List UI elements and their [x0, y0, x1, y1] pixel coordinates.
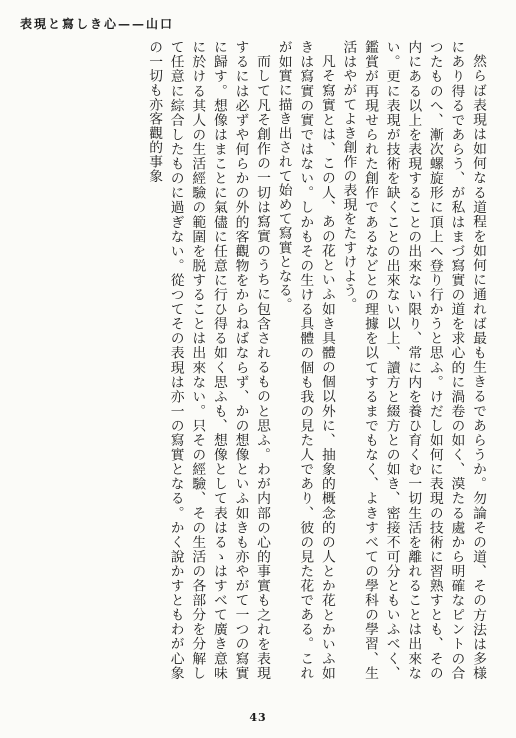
paragraph-3: 而して凡そ創作の一切は寫實のうちに包含されるものと思ふ。わが内部の心的事實も之れを表現するには必ずや何らかの外的客觀物をからねばならず、かの想像といふ如きも亦やがて一つの寫實に歸す。想像はまことに氣儘に任意に行ひ得る如く思ふも、想像として表はるゝはすべて廣き意味に於ける其人の生活經驗の範圍を脱することは出來ない。只その經驗、その生活の各部分を分解して任意に綜合したものに過ぎない。從つてその表現は亦一の寫實となる。かく說かすともわが心象の一切も亦客觀的事象 [146, 40, 271, 680]
body-text [26, 40, 488, 680]
paragraph-2: 凡そ寫實とは、この人、あの花といふ如き具體の個以外に、抽象的概念的の人とか花とかいふ如きは寫實の實ではない。しかもその生ける具體の個も我の見た人であり、彼の見た花である。これが如實に描き出されて始めて寫實となる。 [275, 40, 335, 680]
running-head [20, 14, 496, 32]
running-title: 表現と寫しき心——山口 [20, 16, 175, 31]
page-number: 43 [249, 711, 267, 724]
paragraph-1: 然らば表現は如何なる道程を如何に通れば最も生きるであらうか。勿論その道、その方法は多様にあり得るであらう、が私はまづ寫實の道を求心的に渦卷の如く、漠たる處から明確なピントの合つたものへ、漸次螺旋形に頂上へ登り行かうと思ふ。けだし如何に表現の技術に習熟すとも、その内にある以上を表現することの出來ない限り、常に内を養ひ育くむ一切生活を離れることは出來ない。更に表現が技術を缺くことの出來ない以上、讀方と綴方との如き、密接不可分ともいふべく、鑑賞が再現せられた創作であるなどとの理據を以てするまでもなく、よきすべての學科の學習、生活はやがてよき創作の表現をたすけよう。 [340, 40, 486, 680]
